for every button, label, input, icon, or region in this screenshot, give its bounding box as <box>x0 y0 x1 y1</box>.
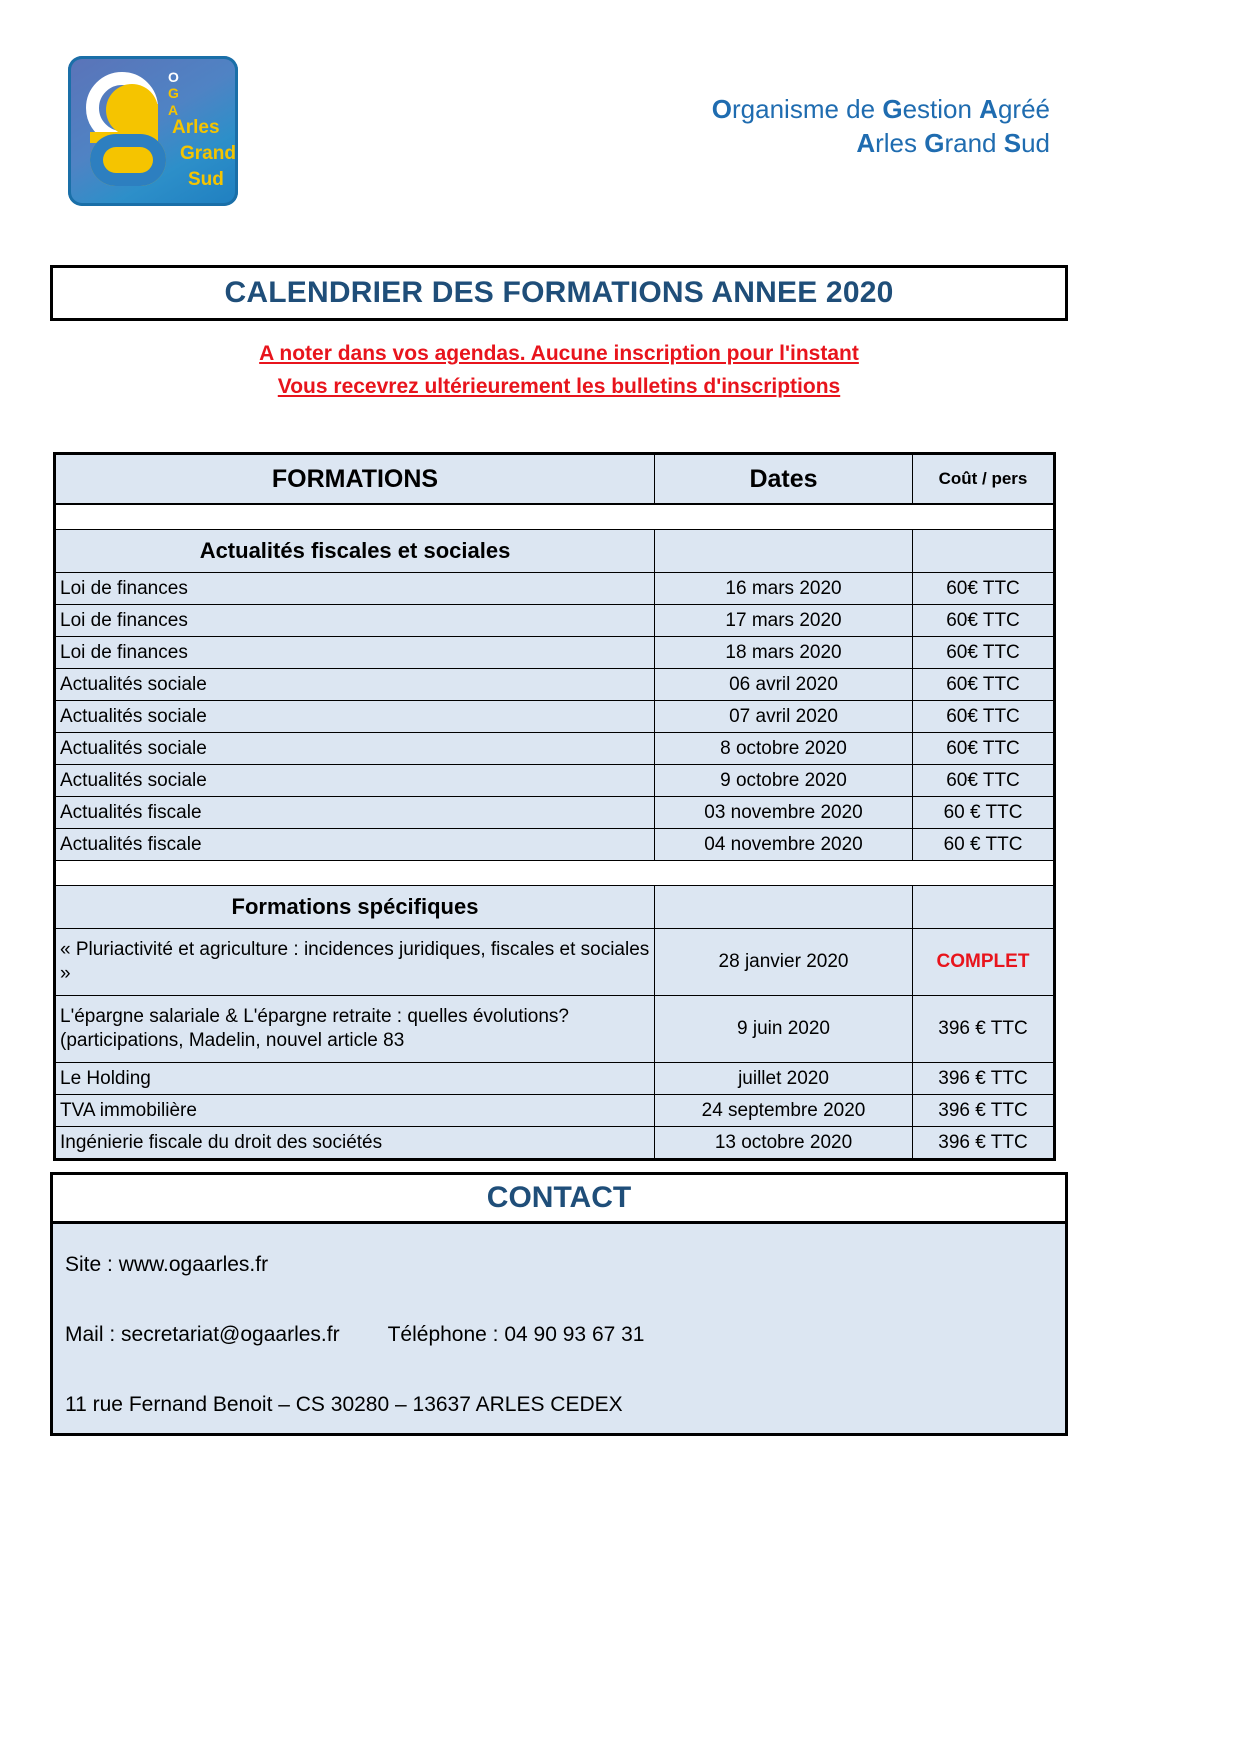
row-date: 9 juin 2020 <box>655 996 913 1063</box>
table-spacer-row <box>55 861 1055 886</box>
organization-title <box>712 92 1050 161</box>
logo-letter-o: O <box>168 69 179 85</box>
org-initial-s: S <box>1003 128 1022 159</box>
training-calendar-table <box>53 452 1056 1161</box>
table-row <box>55 1127 1055 1160</box>
org-word-rles: rles <box>875 128 925 159</box>
org-initial-o: O <box>711 94 733 124</box>
row-cost: 60€ TTC <box>913 733 1055 765</box>
section-heading-row <box>55 886 1055 929</box>
table-row <box>55 929 1055 996</box>
contact-mail-value[interactable]: secretariat@ogaarles.fr <box>121 1323 340 1347</box>
table-row <box>55 637 1055 669</box>
section-heading-actualites: Actualités fiscales et sociales <box>55 530 655 573</box>
column-header-dates: Dates <box>655 454 913 505</box>
row-cost: 396 € TTC <box>913 1063 1055 1095</box>
row-date: 13 octobre 2020 <box>655 1127 913 1160</box>
row-cost: 60 € TTC <box>913 797 1055 829</box>
table-row <box>55 573 1055 605</box>
row-date: 16 mars 2020 <box>655 573 913 605</box>
table-row <box>55 1095 1055 1127</box>
row-formation-name: Actualités sociale <box>55 765 655 797</box>
contact-site-value[interactable]: www.ogaarles.fr <box>118 1253 269 1276</box>
row-cost: 60 € TTC <box>913 829 1055 861</box>
org-initial-g2: G <box>924 128 945 159</box>
row-formation-name: Actualités fiscale <box>55 797 655 829</box>
row-date: 8 octobre 2020 <box>655 733 913 765</box>
row-formation-name: Actualités fiscale <box>55 829 655 861</box>
row-formation-name: Actualités sociale <box>55 701 655 733</box>
org-word-rganisme-de: rganisme de <box>732 94 883 124</box>
org-initial-g: G <box>882 94 903 124</box>
table-header-row <box>55 454 1055 505</box>
oga-logo <box>68 56 238 206</box>
table-spacer-row <box>55 504 1055 530</box>
row-date: 06 avril 2020 <box>655 669 913 701</box>
row-date: 18 mars 2020 <box>655 637 913 669</box>
row-date: 07 avril 2020 <box>655 701 913 733</box>
contact-mail-phone-row <box>65 1322 1065 1347</box>
logo-text-arles: Arles <box>172 117 220 138</box>
row-formation-name: Actualités sociale <box>55 733 655 765</box>
page-title: CALENDRIER DES FORMATIONS ANNEE 2020 <box>224 276 894 309</box>
row-formation-name: Loi de finances <box>55 573 655 605</box>
row-formation-name: Loi de finances <box>55 637 655 669</box>
column-header-cost: Coût / pers <box>913 454 1055 505</box>
row-formation-name: Loi de finances <box>55 605 655 637</box>
contact-site-label: Site : <box>65 1253 119 1276</box>
row-date: 04 novembre 2020 <box>655 829 913 861</box>
row-date: 9 octobre 2020 <box>655 765 913 797</box>
table-row <box>55 605 1055 637</box>
section-heading-empty-date <box>655 886 913 929</box>
row-date: 24 septembre 2020 <box>655 1095 913 1127</box>
row-cost: 60€ TTC <box>913 765 1055 797</box>
table-row <box>55 669 1055 701</box>
row-formation-name: « Pluriactivité et agriculture : incidences juridiques, fiscales et sociales » <box>55 929 655 996</box>
row-formation-name: Le Holding <box>55 1063 655 1095</box>
column-header-formations: FORMATIONS <box>55 454 655 505</box>
table-row <box>55 829 1055 861</box>
row-cost: 60€ TTC <box>913 637 1055 669</box>
row-formation-name: Ingénierie fiscale du droit des sociétés <box>55 1127 655 1160</box>
section-heading-row <box>55 530 1055 573</box>
section-heading-empty-cost <box>913 886 1055 929</box>
org-word-gree: gréé <box>997 94 1050 124</box>
logo-letter-g: G <box>168 85 179 101</box>
row-date: 17 mars 2020 <box>655 605 913 637</box>
spacer-cell <box>55 861 655 886</box>
contact-title-box <box>50 1172 1068 1224</box>
row-date: 03 novembre 2020 <box>655 797 913 829</box>
notice-line-2: Vous recevrez ultérieurement les bulletins d'inscriptions <box>277 374 841 398</box>
row-cost-status-badge: COMPLET <box>913 929 1055 996</box>
org-word-estion: estion <box>902 94 980 124</box>
org-initial-a: A <box>979 94 998 124</box>
row-cost: 60€ TTC <box>913 701 1055 733</box>
row-cost: 60€ TTC <box>913 573 1055 605</box>
contact-address-row: 11 rue Fernand Benoit – CS 30280 – 13637 ARLES CEDEX <box>65 1393 623 1417</box>
spacer-cell <box>913 861 1055 886</box>
spacer-cell <box>655 504 913 530</box>
logo-letter-a: A <box>168 102 179 118</box>
section-heading-empty-date <box>655 530 913 573</box>
spacer-cell <box>655 861 913 886</box>
table-row <box>55 701 1055 733</box>
contact-phone-label: Téléphone : <box>387 1323 505 1347</box>
row-formation-name: TVA immobilière <box>55 1095 655 1127</box>
table-row <box>55 765 1055 797</box>
org-word-rand: rand <box>944 128 1004 159</box>
organization-title-line1 <box>712 92 1050 126</box>
contact-phone-value[interactable]: 04 90 93 67 31 <box>504 1323 645 1347</box>
section-heading-specifiques: Formations spécifiques <box>55 886 655 929</box>
notice-line-1: A noter dans vos agendas. Aucune inscription pour l'instant <box>259 342 859 365</box>
row-formation-name: L'épargne salariale & L'épargne retraite : quelles évolutions? (participations, Madelin, nouvel article 83 <box>55 996 655 1063</box>
contact-mail-label: Mail : <box>65 1323 122 1347</box>
table-row <box>55 797 1055 829</box>
row-formation-name: Actualités sociale <box>55 669 655 701</box>
table-row <box>55 1063 1055 1095</box>
org-word-ud: ud <box>1021 128 1050 159</box>
spacer-cell <box>913 504 1055 530</box>
row-cost: 396 € TTC <box>913 1095 1055 1127</box>
contact-details-box <box>50 1224 1068 1436</box>
logo-blob-bottom-shape <box>90 134 166 186</box>
page-title-box <box>50 265 1068 321</box>
logo-text-sud: Sud <box>188 169 224 190</box>
row-cost: 396 € TTC <box>913 1127 1055 1160</box>
logo-text-grand: Grand <box>180 143 236 164</box>
row-cost: 60€ TTC <box>913 605 1055 637</box>
table-row <box>55 733 1055 765</box>
table-row <box>55 996 1055 1063</box>
contact-site-row <box>65 1252 1065 1277</box>
contact-title: CONTACT <box>486 1181 632 1214</box>
notice-block <box>50 338 1068 403</box>
section-heading-empty-cost <box>913 530 1055 573</box>
row-cost: 396 € TTC <box>913 996 1055 1063</box>
row-cost: 60€ TTC <box>913 669 1055 701</box>
organization-title-line2 <box>712 126 1050 160</box>
org-initial-a2: A <box>856 128 876 159</box>
spacer-cell <box>55 504 655 530</box>
row-date: 28 janvier 2020 <box>655 929 913 996</box>
document-header <box>0 44 1240 214</box>
row-date: juillet 2020 <box>655 1063 913 1095</box>
